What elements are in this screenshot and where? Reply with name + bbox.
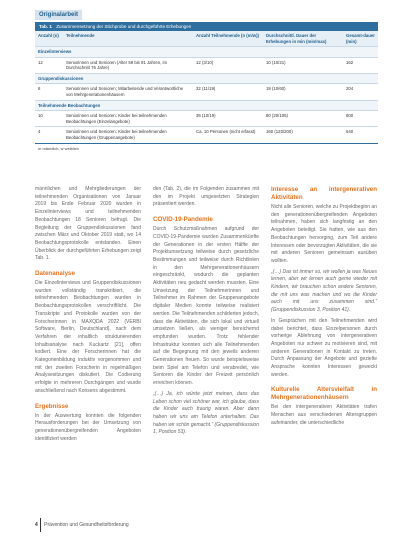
paragraph: männlichen und Mehrgliederungen der teilnehmenden Organisationen von Januar 2019 bis Ende Februar 2020 wurden in Einzelinterviews und teilnehmenden Beobachtungen 18 Senioren befragt. Die Begleitung der Gruppendiskussionen fand zwischen März und Oktober 2019 statt, wo 14 Beobachtungsprotokolle entstanden. Einen Überblick der durchgeführten Erhebungen zeigt Tab. 1. [35, 186, 141, 262]
paragraph: In der Auswertung konnten die folgenden Herausforderungen bei der Umsetzung von generationenübergreifenden Angeboten identifiziert werden [35, 412, 141, 442]
table-cell: 19 (10/60) [263, 84, 343, 100]
table-cell: 80 (20/105) [263, 111, 343, 127]
table-cell: 204 [343, 84, 378, 100]
table-group-row [35, 73, 378, 84]
paragraph: Durch Schutzmaßnahmen aufgrund der COVID-19-Pandemie wurden Zusammenkünfte der Generationen in der ersten Hälfte der Projektumsetzung teilweise durch gesetzliche Bestimmungen und teilweise durch Richtlinien in den Mehrgenerationenhäusern eingeschränkt, wodurch die geplanten Aktivitäten neu gedacht werden mussten. Eine Umsetzung der Teilnehmerinnen und Teilnehmer im Rahmen der Gruppenangebote digitaler Medien konnte teilweise realisiert werden. Die Teilnehmenden schilderten jedoch, dass die Aktivitäten, die sich lokal und virtuell umsetzen ließen, als weniger bereichernd empfunden wurden. Trotz fehlender Infrastruktur konnten sich alle Teilnehmenden auf die Begegnung mit den jeweils anderen Generationen freuen. So wurde beispielsweise beim Spiel am Telefon und verabredet, wie Senioren die Kinder der Freizeit persönlich erreichen können. [153, 226, 259, 387]
table-cell: 800 [343, 111, 378, 127]
paragraph: Nicht alle Senioren, welche zu Projektbeginn an den generationenübergreifenden Angeboten teilnahmen, haben sich langfristig an den Angeboten beteiligt. Sie hatten, wie aus den Beobachtungen hervorging, zum Teil andere Interessen oder bevorzugten Aktivitäten, die sie mit anderen Senioren gemeinsam ausüben wollten. [271, 204, 377, 264]
th-total-duration: Gesamt-dauer (min) [346, 33, 375, 44]
table-caption-text: Zusammensetzung der Stichprobe und durchgeführte Erhebungen [56, 24, 192, 29]
table-footnote: m männlich, w weiblich [35, 143, 378, 153]
table-caption-number: Tab. 1 [39, 24, 52, 29]
section-heading-data-analysis: Datenanalyse [35, 270, 75, 278]
table-row [35, 57, 378, 73]
table-cell: Seniorinnen und Senioren; Mitarbeitende und Verantwortliche von Mehrgenerationenhäusern [63, 84, 193, 100]
table-cell: Seniorinnen und Senioren (Alter 59 bis 91 Jahren, im Durchschnitt 76 Jahre) [63, 57, 193, 73]
interview-quote: „(…) Ja, ich würde jetzt meinen, dass das Leben schon viel schöner war, ich glaube, dass die Kinder auch traurig waren. Aber dann haben wir uns am Telefon unterhalten. Das haben wir schön gemacht.“ (Gruppendiskussion 1, Position 53). [153, 390, 259, 436]
paragraph: Die Einzelinterviews und Gruppendiskussionen wurden vollständig transkribiert, die teilnehmenden Beobachtungen wurden in Beobachtungsprotokollen verschriftlicht. Die Transkripte und Protokolle wurden von der Forscherinnen in MAXQDA 2022 (VERBI Software, Berlin, Deutschland), nach dem Verfahren der inhaltlich strukturierenden Inhaltsanalyse nach Kuckartz [21], offen kodiert. Eine der Forscherinnen hat die Kategorienbildung induktiv vorgenommen und mit der zweiten Forscherin in regelmäßigen Analysesitzungen diskutiert. Die Codierung erfolgte in mehreren Durchgängen und wurde anschließend nach Konsens abgestimmt. [35, 280, 141, 394]
th-participant-count: Anzahl Teilnehmende (n (m/w)) [196, 33, 259, 38]
text-column-3 [271, 186, 377, 428]
paragraph: Bei den intergenerativen Aktivitäten trafen Menschen aus verschiedenen Altersgruppen aufeinander, die unterschiedliche [271, 404, 377, 426]
group-title: Einzelinterviews [35, 47, 378, 58]
group-title: Gruppendiskussionen [35, 73, 378, 84]
table-caption [35, 22, 378, 31]
text-column-1 [35, 186, 141, 443]
section-heading-covid: COVID-19-Pandemie [153, 216, 213, 224]
table-cell: 10 (10/21) [263, 57, 343, 73]
table-cell: 162 [343, 57, 378, 73]
table-row [35, 84, 378, 100]
paragraph: In Gesprächen mit den Teilnehmenden wird dabei berichtet, dass Einzelpersonen durch vorherige Ablehnung von intergenerativen Angeboten nur schwer zu motivieren sind, mit anderen Generationen in Kontakt zu treten. Durch Anpassung der Angebote und gezielte Ansprache konnten Interessen geweckt werden. [271, 317, 377, 378]
page-footer [35, 522, 129, 528]
table-row [35, 111, 378, 127]
group-title: Teilnehmende Beobachtungen [35, 100, 378, 111]
section-heading-diversity: Kulturelle Altersvielfalt in Mehrgenerationenhäusern [271, 386, 377, 402]
article-type-tag: Originalarbeit [35, 10, 82, 20]
interview-quote: „(…) Das ist immer so, wir wollen ja was Neues lernen, aber wir lernen auch gerne wieder mit Kindern, wir brauchen schon andere Senioren, die mit uns was machen und wo die Kinder auch mit uns zusammen sind.“ (Gruppendiskussion 3, Position 41). [271, 268, 377, 314]
table-cell: 6 [35, 84, 63, 100]
table-row [35, 127, 378, 143]
paragraph: den (Tab. 2), die im Folgenden zusammen mit den im Projekt umgesetzten Strategien präsentiert werden. [153, 186, 259, 208]
th-avg-duration: Durchschnittl. Dauer der Erhebungen in min (min/max) [266, 33, 327, 44]
text-column-2 [153, 186, 259, 440]
sample-table [35, 31, 378, 143]
th-participants: Teilnehmende [66, 33, 95, 38]
table-cell: 12 (3/10) [193, 57, 263, 73]
page-number: 4 [35, 522, 38, 528]
section-heading-results: Ergebnisse [35, 402, 69, 410]
journal-name: Prävention und Gesundheitsförderung [44, 522, 129, 528]
table-cell: 640 [343, 127, 378, 143]
table-cell: 12 [35, 57, 63, 73]
table-cell: 160 (120/200) [263, 127, 343, 143]
section-heading-interest: Interesse an intergenerativen Aktivitäten [271, 186, 377, 201]
table-1 [35, 22, 378, 153]
table-group-row [35, 100, 378, 111]
table-group-row [35, 47, 378, 58]
table-header-row [35, 31, 378, 47]
table-cell: Seniorinnen und Senioren; Kinder bei teilnehmenden Beobachtungen (Einzelangebote) [63, 111, 193, 127]
table-cell: 35 (10/19) [193, 111, 263, 127]
table-cell: Ca. 10 Personen (nicht erfasst) [193, 127, 263, 143]
table-cell: 32 (11/19) [193, 84, 263, 100]
table-cell: 10 [35, 111, 63, 127]
table-cell: 4 [35, 127, 63, 143]
table-cell: Seniorinnen und Senioren; Kinder bei teilnehmenden Beobachtungen (Gruppenangebote) [63, 127, 193, 143]
th-count: Anzahl (n) [38, 33, 59, 38]
